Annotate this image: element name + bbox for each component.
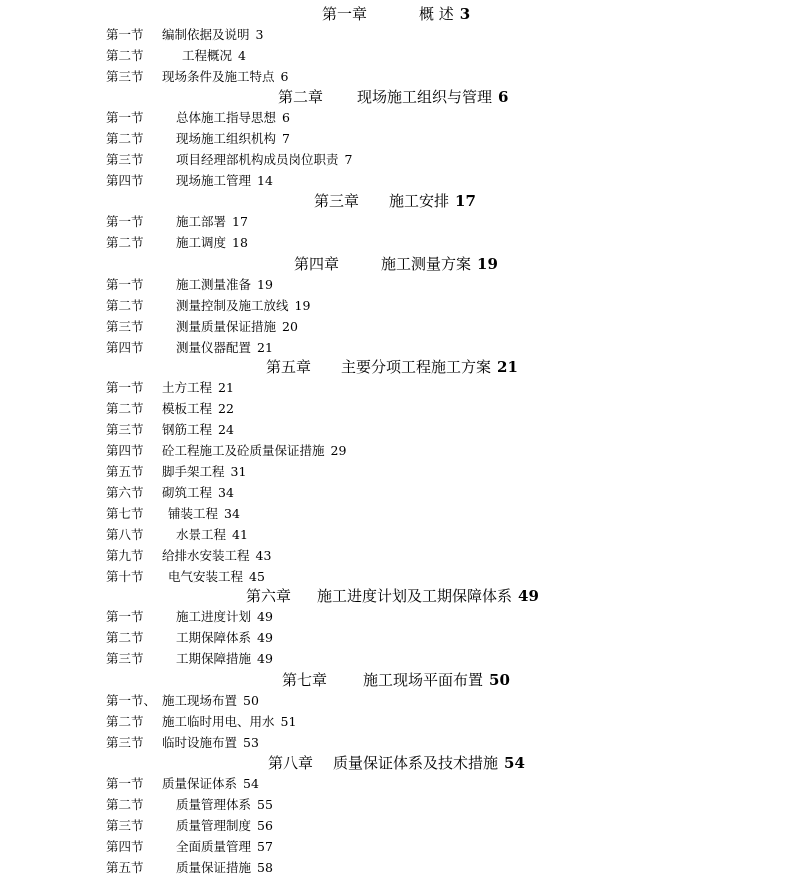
section-title: 工期保障体系 [176,630,252,645]
section-number: 第二节 [106,48,144,63]
section-number: 第一节 [106,609,144,624]
section-page-number: 41 [232,527,248,542]
section-title: 水景工程 [176,527,227,542]
section-title: 现场施工管理 [176,173,252,188]
section-number: 第十节 [106,569,144,584]
toc-section [106,317,298,337]
chapter-number: 第六章 [246,587,292,605]
section-title: 测量控制及施工放线 [176,298,289,313]
section-title: 质量保证体系 [162,776,238,791]
section-page-number: 50 [243,693,259,708]
chapter-title: 施工测量方案 [381,255,472,273]
section-page-number: 7 [344,152,353,167]
section-page-number: 3 [255,27,264,42]
section-page-number: 7 [282,131,290,146]
section-page-number: 31 [230,464,247,479]
chapter-page-number: 3 [459,5,471,23]
chapter-page-number: 21 [497,358,518,376]
section-page-number: 55 [257,797,273,812]
toc-chapter [282,670,510,690]
section-title: 编制依据及说明 [162,27,250,42]
section-number: 第二节 [106,235,144,250]
toc-section [106,46,246,66]
section-number: 第一节 [106,380,144,395]
section-number: 第三节 [106,152,144,167]
section-title: 质量管理体系 [176,797,252,812]
chapter-number: 第四章 [294,255,340,273]
section-page-number: 17 [232,214,248,229]
section-page-number: 20 [282,319,298,334]
section-number: 第四节 [106,839,144,854]
toc-section [106,837,273,857]
toc-chapter [278,87,508,107]
toc-section [106,858,273,878]
toc-section [106,171,273,191]
toc-section [106,296,310,316]
section-number: 第一节 [106,110,144,125]
section-page-number: 45 [249,569,265,584]
section-number: 第二节 [106,797,144,812]
toc-section [106,774,259,794]
section-title: 砼工程施工及砼质量保证措施 [162,443,325,458]
section-page-number: 51 [280,714,297,729]
toc-section [106,795,273,815]
toc-chapter [294,254,498,274]
section-title: 砌筑工程 [162,485,213,500]
chapter-number: 第八章 [268,754,314,772]
section-page-number: 21 [218,380,234,395]
chapter-title: 主要分项工程施工方案 [341,358,492,376]
toc-section [106,378,234,398]
section-title: 模板工程 [162,401,213,416]
section-number: 第三节 [106,818,144,833]
toc-chapter [314,191,476,211]
section-title: 现场施工组织机构 [176,131,277,146]
section-title: 施工测量准备 [176,277,252,292]
chapter-title: 施工进度计划及工期保障体系 [317,587,513,605]
toc-section [106,25,263,45]
section-page-number: 53 [243,735,259,750]
section-number: 第二节 [106,401,144,416]
section-number: 第九节 [106,548,144,563]
toc-chapter [246,586,539,606]
section-title: 钢筋工程 [162,422,213,437]
section-number: 第三节 [106,735,144,750]
section-title: 总体施工指导思想 [176,110,277,125]
toc-section [106,420,234,440]
chapter-page-number: 50 [489,671,510,689]
section-number: 第三节 [106,69,144,84]
section-number: 第六节 [106,485,144,500]
toc-section [106,504,240,524]
chapter-number: 第七章 [282,671,328,689]
section-title: 施工进度计划 [176,609,252,624]
section-number: 第二节 [106,630,144,645]
section-title: 测量仪器配置 [176,340,252,355]
section-number: 第八节 [106,527,144,542]
toc-section [106,649,273,669]
section-title: 脚手架工程 [162,464,225,479]
chapter-title: 概 述 [419,5,454,23]
section-page-number: 21 [257,340,273,355]
chapter-title: 施工现场平面布置 [363,671,484,689]
section-number: 第四节 [106,173,144,188]
toc-section [106,212,248,232]
toc-section [106,816,273,836]
toc-section [106,607,273,627]
toc-section [106,462,246,482]
section-page-number: 49 [257,630,273,645]
section-title: 施工现场布置 [162,693,238,708]
toc-chapter [266,357,518,377]
toc-section [106,546,271,566]
toc-section [106,691,259,711]
section-page-number: 24 [218,422,234,437]
chapter-number: 第五章 [266,358,312,376]
section-number: 第四节 [106,443,144,458]
toc-section [106,628,273,648]
section-page-number: 34 [218,485,234,500]
section-number: 第一节、 [106,693,157,708]
toc-chapter [268,753,525,773]
section-title: 现场条件及施工特点 [162,69,275,84]
toc-chapter [322,4,470,24]
section-title: 质量保证措施 [176,860,252,875]
section-title: 工程概况 [182,48,233,63]
section-title: 施工调度 [176,235,227,250]
section-title: 临时设施布置 [162,735,238,750]
chapter-page-number: 49 [518,587,539,605]
section-page-number: 6 [282,110,290,125]
section-number: 第一节 [106,27,144,42]
section-title: 质量管理制度 [176,818,252,833]
toc-section [106,275,273,295]
toc-section [106,483,234,503]
section-number: 第二节 [106,131,144,146]
section-number: 第三节 [106,651,144,666]
chapter-title: 质量保证体系及技术措施 [333,754,499,772]
section-page-number: 4 [238,48,246,63]
toc-section [106,338,273,358]
section-number: 第五节 [106,464,144,479]
section-page-number: 34 [224,506,240,521]
toc-section [106,67,288,87]
section-page-number: 56 [257,818,273,833]
section-title: 铺装工程 [168,506,219,521]
section-page-number: 22 [218,401,234,416]
chapter-title: 现场施工组织与管理 [357,88,493,106]
section-number: 第一节 [106,277,144,292]
toc-section [106,567,265,587]
section-page-number: 18 [232,235,248,250]
toc-section [106,441,346,461]
section-title: 土方工程 [162,380,213,395]
section-page-number: 54 [243,776,259,791]
toc-section [106,150,352,170]
section-page-number: 43 [255,548,272,563]
toc-section [106,733,259,753]
section-title: 全面质量管理 [176,839,252,854]
chapter-page-number: 17 [455,192,476,210]
section-number: 第一节 [106,776,144,791]
section-page-number: 19 [257,277,273,292]
toc-section [106,129,290,149]
section-number: 第三节 [106,319,144,334]
section-title: 施工临时用电、用水 [162,714,275,729]
section-page-number: 19 [294,298,311,313]
section-title: 测量质量保证措施 [176,319,277,334]
section-page-number: 49 [257,609,273,624]
section-title: 给排水安装工程 [162,548,250,563]
section-page-number: 29 [330,443,347,458]
section-page-number: 58 [257,860,273,875]
section-title: 项目经理部机构成员岗位职责 [176,152,339,167]
chapter-number: 第一章 [322,5,368,23]
section-page-number: 6 [280,69,289,84]
chapter-title: 施工安排 [389,192,450,210]
section-number: 第三节 [106,422,144,437]
section-title: 施工部署 [176,214,227,229]
chapter-page-number: 54 [504,754,525,772]
section-page-number: 57 [257,839,273,854]
toc-section [106,712,296,732]
section-title: 工期保障措施 [176,651,252,666]
section-page-number: 14 [257,173,273,188]
chapter-number: 第三章 [314,192,360,210]
section-number: 第七节 [106,506,144,521]
section-page-number: 49 [257,651,273,666]
toc-section [106,525,248,545]
section-title: 电气安装工程 [168,569,244,584]
section-number: 第二节 [106,714,144,729]
section-number: 第一节 [106,214,144,229]
toc-section [106,399,234,419]
chapter-number: 第二章 [278,88,324,106]
chapter-page-number: 6 [498,88,509,106]
chapter-page-number: 19 [477,255,498,273]
section-number: 第五节 [106,860,144,875]
section-number: 第二节 [106,298,144,313]
section-number: 第四节 [106,340,144,355]
toc-section [106,233,248,253]
toc-section [106,108,290,128]
